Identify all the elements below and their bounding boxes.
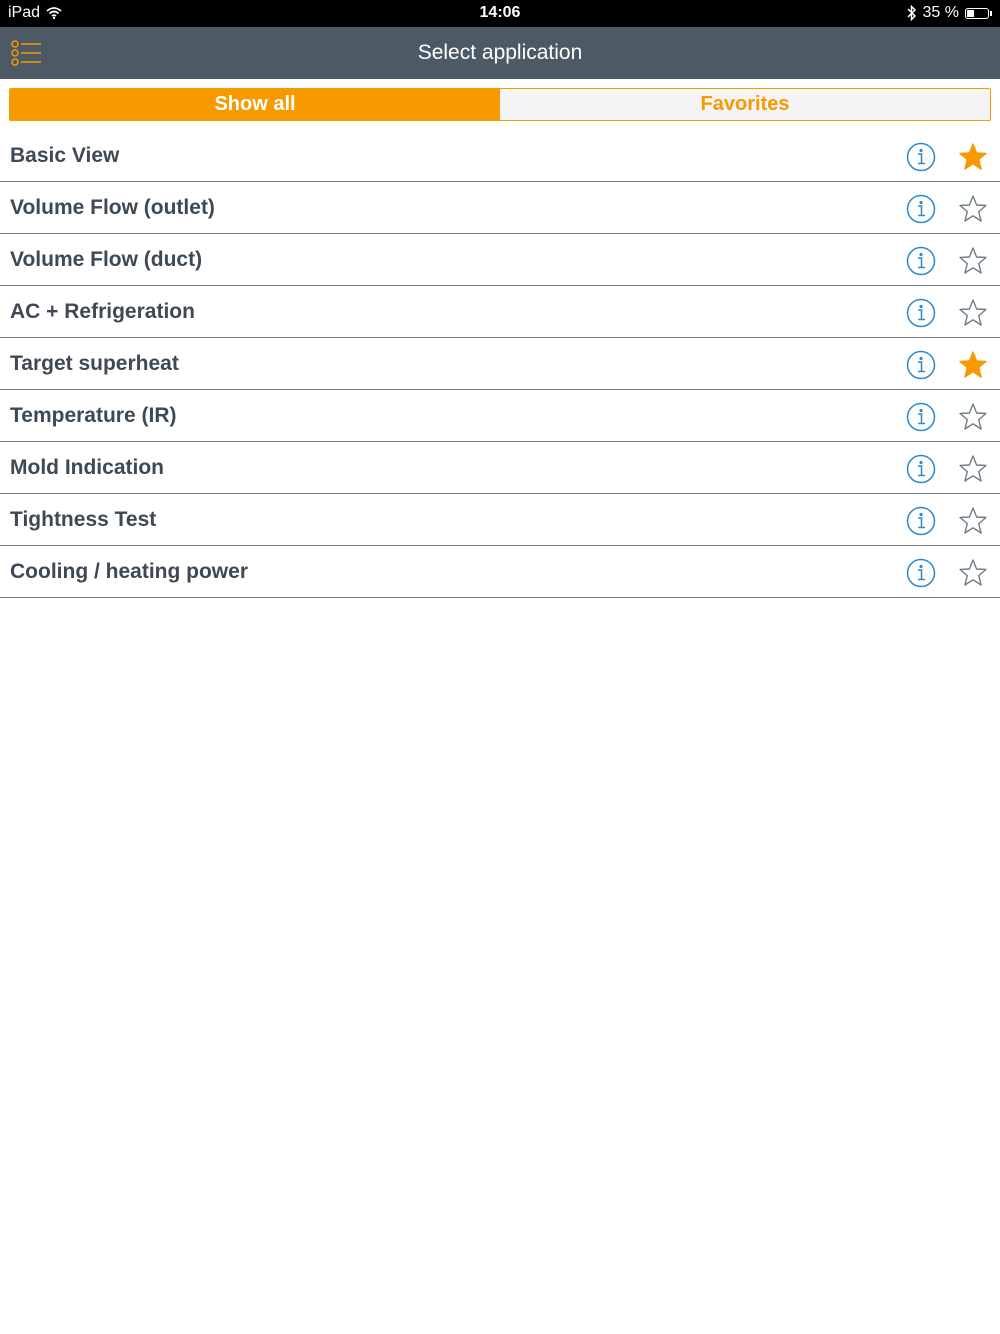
status-bar	[0, 0, 1000, 27]
star-filled-icon[interactable]	[958, 142, 988, 172]
device-name: iPad	[8, 4, 41, 21]
info-icon[interactable]	[906, 506, 936, 536]
application-label: AC + Refrigeration	[10, 300, 195, 323]
info-icon[interactable]	[906, 194, 936, 224]
application-label: Cooling / heating power	[10, 560, 248, 583]
info-icon[interactable]	[906, 454, 936, 484]
list-item-ac-refrigeration[interactable]	[0, 286, 1000, 338]
info-icon[interactable]	[906, 246, 936, 276]
star-outline-icon[interactable]	[958, 558, 988, 588]
application-label: Basic View	[10, 144, 120, 167]
battery-percent: 35 %	[922, 4, 959, 21]
segmented-control	[9, 88, 991, 121]
list-item-mold-indication[interactable]	[0, 442, 1000, 494]
star-outline-icon[interactable]	[958, 506, 988, 536]
battery-icon	[965, 8, 992, 19]
list-item-volume-flow-duct[interactable]	[0, 234, 1000, 286]
bluetooth-icon	[907, 5, 917, 21]
star-outline-icon[interactable]	[958, 402, 988, 432]
application-label: Volume Flow (outlet)	[10, 196, 215, 219]
list-item-cooling-heating-power[interactable]	[0, 546, 1000, 598]
application-label: Target superheat	[10, 352, 179, 375]
star-outline-icon[interactable]	[958, 246, 988, 276]
info-icon[interactable]	[906, 142, 936, 172]
tab-show-all[interactable]: Show all	[10, 89, 500, 120]
star-outline-icon[interactable]	[958, 298, 988, 328]
application-label: Mold Indication	[10, 456, 164, 479]
application-label: Temperature (IR)	[10, 404, 177, 427]
application-label: Tightness Test	[10, 508, 157, 531]
tab-favorites[interactable]: Favorites	[500, 89, 990, 120]
star-filled-icon[interactable]	[958, 350, 988, 380]
nav-bar	[0, 27, 1000, 79]
page-title: Select application	[417, 41, 583, 64]
list-item-target-superheat[interactable]	[0, 338, 1000, 390]
battery-fill	[967, 10, 974, 17]
list-item-volume-flow-outlet[interactable]	[0, 182, 1000, 234]
application-label: Volume Flow (duct)	[10, 248, 203, 271]
star-outline-icon[interactable]	[958, 194, 988, 224]
info-icon[interactable]	[906, 402, 936, 432]
list-item-temperature-ir[interactable]	[0, 390, 1000, 442]
status-time: 14:06	[479, 4, 521, 21]
info-icon[interactable]	[906, 350, 936, 380]
application-list	[0, 130, 1000, 598]
info-icon[interactable]	[906, 298, 936, 328]
star-outline-icon[interactable]	[958, 454, 988, 484]
list-item-basic-view[interactable]	[0, 130, 1000, 182]
status-right	[907, 4, 992, 22]
info-icon[interactable]	[906, 558, 936, 588]
list-item-tightness-test[interactable]	[0, 494, 1000, 546]
